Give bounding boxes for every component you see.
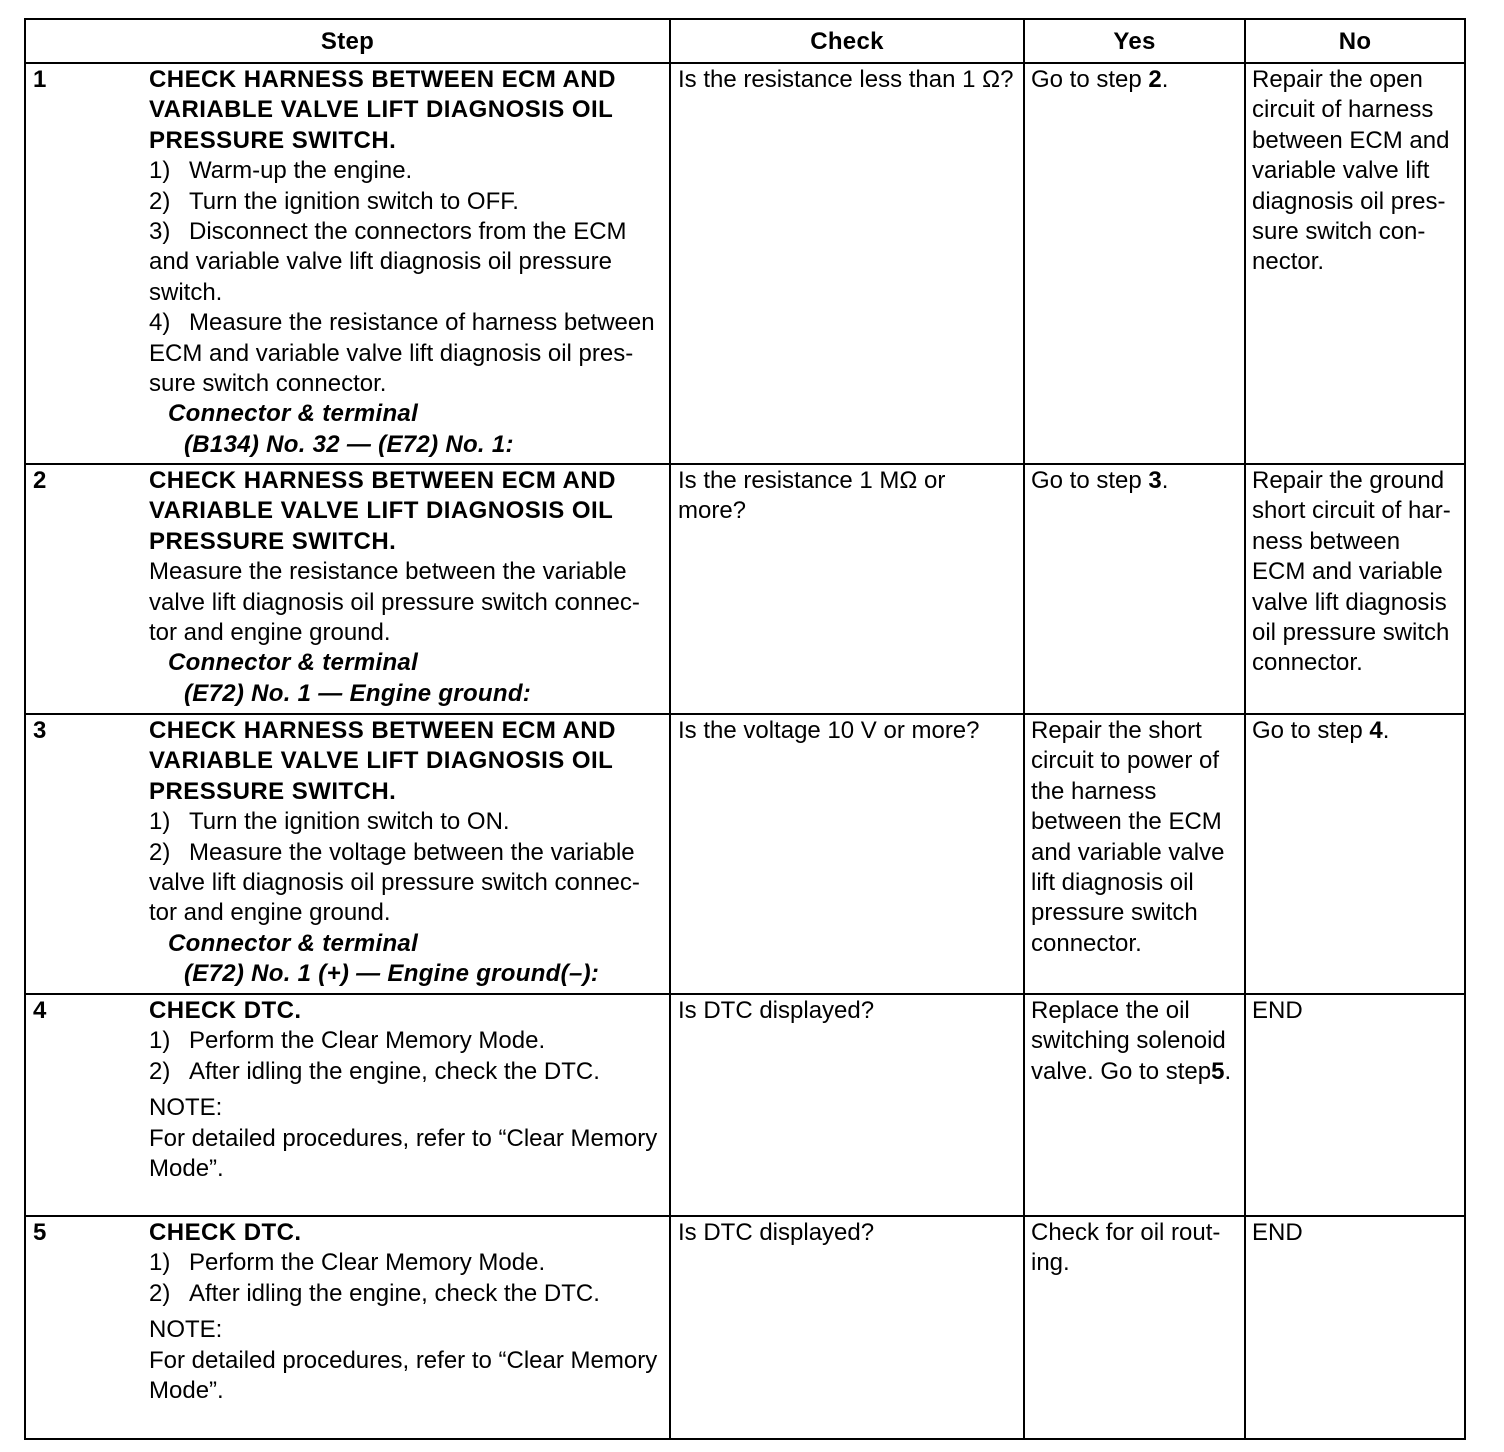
yes-action-line: and variable valve xyxy=(1031,838,1225,866)
step-cell xyxy=(25,464,670,714)
instruction-item xyxy=(149,1279,669,1309)
item-text-continued: switch. xyxy=(149,278,223,306)
yes-action-line: connector. xyxy=(1031,929,1142,957)
step-number: 4 xyxy=(33,997,47,1024)
check-question: Is the resistance less than 1 Ω? xyxy=(678,66,1014,93)
goto-text: valve. Go to step xyxy=(1031,1057,1212,1085)
no-cell xyxy=(1245,1216,1465,1439)
header-yes: Yes xyxy=(1024,19,1245,63)
instruction-line: valve lift diagnosis oil pressure switch connec- xyxy=(149,588,640,616)
step-title-line: CHECK HARNESS BETWEEN ECM AND xyxy=(149,717,616,744)
table-row xyxy=(25,714,1465,994)
step-title-line: VARIABLE VALVE LIFT DIAGNOSIS OIL xyxy=(149,747,614,775)
step-title-line: CHECK HARNESS BETWEEN ECM AND xyxy=(149,66,616,93)
step-content xyxy=(149,996,669,1184)
no-action-line: circuit of harness xyxy=(1252,96,1434,124)
no-action-line: END xyxy=(1252,1219,1303,1246)
step-wrap xyxy=(33,716,669,990)
goto-end: . xyxy=(1224,1057,1232,1085)
instruction-item xyxy=(149,187,669,217)
item-text: Turn the ignition switch to ON. xyxy=(189,808,510,836)
no-action-line: short circuit of har- xyxy=(1252,497,1451,525)
note-line: For detailed procedures, refer to “Clear Memory xyxy=(149,1346,658,1374)
check-question: more? xyxy=(678,497,747,525)
yes-cell xyxy=(1024,63,1245,464)
connector-value: (B134) No. 32 — (E72) No. 1: xyxy=(184,430,514,458)
item-text: Measure the resistance of harness between xyxy=(189,309,655,337)
yes-action-line: circuit to power of xyxy=(1031,747,1220,775)
yes-action-line: Check for oil rout- xyxy=(1031,1219,1221,1246)
step-content xyxy=(149,1218,669,1406)
yes-action-line: pressure switch xyxy=(1031,899,1198,927)
check-cell xyxy=(670,1216,1024,1439)
item-number: 3) xyxy=(149,217,171,245)
no-action-line: valve lift diagnosis xyxy=(1252,588,1447,616)
step-title-line: VARIABLE VALVE LIFT DIAGNOSIS OIL xyxy=(149,497,614,525)
instruction-item xyxy=(149,1057,669,1087)
goto-end: . xyxy=(1161,66,1169,93)
table-row xyxy=(25,63,1465,464)
item-number: 1) xyxy=(149,157,171,185)
no-action-line: Repair the open xyxy=(1252,66,1423,93)
item-text: Disconnect the connectors from the ECM xyxy=(189,217,627,245)
step-wrap xyxy=(33,996,669,1184)
goto-end: . xyxy=(1161,467,1169,494)
item-text: After idling the engine, check the DTC. xyxy=(189,1057,600,1085)
step-content xyxy=(149,466,669,709)
no-action-line: diagnosis oil pres- xyxy=(1252,187,1446,215)
connector-label: Connector & terminal xyxy=(168,929,419,957)
no-action-line: END xyxy=(1252,997,1303,1024)
goto-step-number: 3 xyxy=(1148,467,1162,494)
goto-step-line xyxy=(1031,1057,1244,1087)
note-line: Mode”. xyxy=(149,1154,224,1182)
instruction-line: tor and engine ground. xyxy=(149,618,391,646)
item-text: Turn the ignition switch to OFF. xyxy=(189,187,519,215)
yes-action-line: lift diagnosis oil xyxy=(1031,868,1194,896)
instruction-line: Measure the resistance between the variable xyxy=(149,558,627,586)
yes-action-line: between the ECM xyxy=(1031,808,1222,836)
goto-text: Go to step xyxy=(1031,467,1149,494)
step-number: 2 xyxy=(33,467,47,494)
item-number: 2) xyxy=(149,1057,171,1085)
goto-step-number: 2 xyxy=(1148,66,1162,93)
item-text-continued: and variable valve lift diagnosis oil pressure xyxy=(149,248,612,276)
check-question: Is DTC displayed? xyxy=(678,1219,875,1246)
header-no: No xyxy=(1245,19,1465,63)
item-text-continued: ECM and variable valve lift diagnosis oil pres- xyxy=(149,339,634,367)
no-action-line: connector. xyxy=(1252,649,1363,677)
step-cell xyxy=(25,63,670,464)
note-line: For detailed procedures, refer to “Clear Memory xyxy=(149,1124,658,1152)
no-action-line: nector. xyxy=(1252,248,1325,276)
step-title-line: CHECK DTC. xyxy=(149,1219,302,1246)
step-cell xyxy=(25,1216,670,1439)
goto-step-line xyxy=(1031,466,1244,496)
check-cell xyxy=(670,994,1024,1216)
step-content xyxy=(149,716,669,990)
item-number: 2) xyxy=(149,1279,171,1307)
table-row xyxy=(25,1216,1465,1439)
yes-cell xyxy=(1024,994,1245,1216)
instruction-item xyxy=(149,217,669,247)
check-cell xyxy=(670,714,1024,994)
step-title-line: PRESSURE SWITCH. xyxy=(149,126,397,154)
connector-label: Connector & terminal xyxy=(168,400,419,428)
item-text: Measure the voltage between the variable xyxy=(189,838,635,866)
note-label: NOTE: xyxy=(149,1316,223,1344)
item-text: Perform the Clear Memory Mode. xyxy=(189,1027,546,1055)
goto-step-number: 5 xyxy=(1211,1057,1225,1085)
table-header-row xyxy=(25,19,1465,63)
no-cell xyxy=(1245,714,1465,994)
item-number: 4) xyxy=(149,309,171,337)
goto-step-line xyxy=(1031,65,1244,95)
yes-action-line: Replace the oil xyxy=(1031,997,1190,1024)
check-question: Is the resistance 1 MΩ or xyxy=(678,467,946,494)
no-action-line: sure switch con- xyxy=(1252,217,1426,245)
step-number: 3 xyxy=(33,717,47,744)
no-cell xyxy=(1245,994,1465,1216)
step-wrap xyxy=(33,1218,669,1406)
goto-end: . xyxy=(1382,717,1390,744)
step-content xyxy=(149,65,669,460)
note-label: NOTE: xyxy=(149,1094,223,1122)
check-question: Is the voltage 10 V or more? xyxy=(678,717,980,744)
no-action-line: ECM and variable xyxy=(1252,558,1443,586)
connector-value: (E72) No. 1 (+) — Engine ground(–): xyxy=(184,960,600,988)
step-title-line: CHECK HARNESS BETWEEN ECM AND xyxy=(149,467,616,494)
item-number: 2) xyxy=(149,838,171,866)
no-action-line: variable valve lift xyxy=(1252,157,1430,185)
item-number: 2) xyxy=(149,187,171,215)
step-title-line: PRESSURE SWITCH. xyxy=(149,527,397,555)
yes-cell xyxy=(1024,1216,1245,1439)
step-wrap xyxy=(33,65,669,460)
step-cell xyxy=(25,714,670,994)
yes-action-line: the harness xyxy=(1031,777,1157,805)
step-wrap xyxy=(33,466,669,709)
no-action-line: Repair the ground xyxy=(1252,467,1445,494)
yes-cell xyxy=(1024,464,1245,714)
goto-text: Go to step xyxy=(1031,66,1149,93)
yes-action-line: Repair the short xyxy=(1031,717,1202,744)
step-title-line: CHECK DTC. xyxy=(149,997,302,1024)
check-cell xyxy=(670,464,1024,714)
item-text-continued: valve lift diagnosis oil pressure switch connec- xyxy=(149,868,640,896)
connector-label: Connector & terminal xyxy=(168,649,419,677)
instruction-item xyxy=(149,1248,669,1278)
table-row xyxy=(25,994,1465,1216)
item-text-continued: tor and engine ground. xyxy=(149,899,391,927)
instruction-item xyxy=(149,838,669,868)
step-number: 1 xyxy=(33,66,47,93)
item-text: Perform the Clear Memory Mode. xyxy=(189,1249,546,1277)
goto-text: Go to step xyxy=(1252,717,1370,744)
step-title-line: PRESSURE SWITCH. xyxy=(149,777,397,805)
no-cell xyxy=(1245,464,1465,714)
note-line: Mode”. xyxy=(149,1376,224,1404)
header-check: Check xyxy=(670,19,1024,63)
no-action-line: oil pressure switch xyxy=(1252,618,1450,646)
goto-step-line xyxy=(1252,716,1464,746)
step-number: 5 xyxy=(33,1219,47,1246)
no-action-line: ness between xyxy=(1252,527,1401,555)
instruction-item xyxy=(149,807,669,837)
item-text: After idling the engine, check the DTC. xyxy=(189,1279,600,1307)
yes-action-line: switching solenoid xyxy=(1031,1027,1226,1055)
instruction-item xyxy=(149,1026,669,1056)
goto-step-number: 4 xyxy=(1369,717,1383,744)
yes-cell xyxy=(1024,714,1245,994)
yes-action-line: ing. xyxy=(1031,1249,1070,1277)
instruction-item xyxy=(149,308,669,338)
no-cell xyxy=(1245,63,1465,464)
item-text-continued: sure switch connector. xyxy=(149,369,387,397)
item-number: 1) xyxy=(149,808,171,836)
connector-value: (E72) No. 1 — Engine ground: xyxy=(184,679,532,707)
item-text: Warm-up the engine. xyxy=(189,157,413,185)
instruction-item xyxy=(149,156,669,186)
step-cell xyxy=(25,994,670,1216)
step-title-line: VARIABLE VALVE LIFT DIAGNOSIS OIL xyxy=(149,96,614,124)
header-step: Step xyxy=(25,19,670,63)
no-action-line: between ECM and xyxy=(1252,126,1450,154)
item-number: 1) xyxy=(149,1249,171,1277)
check-question: Is DTC displayed? xyxy=(678,997,875,1024)
table-row xyxy=(25,464,1465,714)
item-number: 1) xyxy=(149,1027,171,1055)
check-cell xyxy=(670,63,1024,464)
diagnostic-table xyxy=(24,18,1466,1440)
